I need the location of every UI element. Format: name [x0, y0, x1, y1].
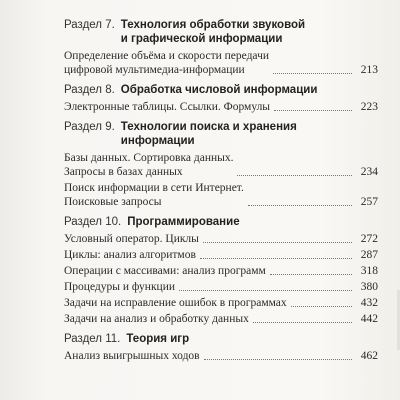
toc-entry-page: 442 [360, 313, 378, 325]
section-heading [64, 332, 378, 346]
toc-entry-text: Циклы: анализ алгоритмов [64, 249, 196, 261]
toc-entry [64, 248, 378, 262]
toc-entry [64, 49, 378, 77]
section-title: Технология обработки звуковой и графической информации [120, 19, 306, 45]
dot-leader [200, 258, 352, 259]
dot-leader [204, 359, 352, 360]
dot-leader [291, 306, 352, 307]
section-heading [64, 18, 378, 46]
toc-entry-page: 318 [360, 265, 378, 277]
section-label: Раздел 11. [64, 333, 121, 345]
toc-entry-page: 234 [360, 166, 378, 178]
section-title: Теория игр [126, 333, 190, 345]
dot-leader [203, 242, 352, 243]
dot-leader [237, 175, 352, 176]
toc-entry-text: Операции с массивами: анализ программ [64, 265, 266, 277]
toc-entry-text: Условный оператор. Циклы [64, 233, 199, 245]
toc-entry-page: 462 [360, 350, 378, 362]
section-heading [64, 215, 378, 229]
toc-entry-text: Задачи на исправление ошибок в программах [64, 297, 287, 309]
toc-entry-page: 213 [360, 64, 378, 76]
dot-leader [253, 322, 352, 323]
dot-leader [274, 110, 352, 111]
section-10 [64, 215, 378, 326]
section-8 [64, 83, 378, 114]
section-label: Раздел 9. [64, 121, 115, 133]
section-11 [64, 332, 378, 363]
section-title: Технологии поиска и хранения информации [120, 121, 297, 147]
dot-leader [248, 205, 352, 206]
toc-entry-text: Поиск информации в сети Интернет. Поисковые запросы [64, 182, 244, 208]
toc-entry-page: 380 [360, 281, 378, 293]
toc-entry [64, 312, 378, 326]
section-7 [64, 18, 378, 77]
dot-leader [179, 290, 352, 291]
toc-entry-text: Задачи на анализ и обработку данных [64, 313, 249, 325]
section-title: Обработка числовой информации [120, 84, 318, 96]
toc-entry-text: Электронные таблицы. Ссылки. Формулы [64, 101, 271, 113]
toc-entry [64, 280, 378, 294]
toc-entry [64, 264, 378, 278]
dot-leader [273, 73, 352, 74]
toc-entry-page: 432 [360, 297, 378, 309]
toc-entry [64, 100, 378, 114]
toc-entry-page: 272 [360, 233, 378, 245]
toc-entry-text: Анализ выигрышных ходов [64, 350, 200, 362]
toc-entry-page: 257 [360, 196, 378, 208]
toc-entry-text: Определение объёма и скорости передачи цифровой мультимедиа-информации [64, 50, 270, 76]
toc-entry-text: Процедуры и функции [64, 281, 176, 293]
dot-leader [270, 274, 352, 275]
section-label: Раздел 7. [64, 19, 115, 31]
toc-entry [64, 151, 378, 179]
section-label: Раздел 10. [64, 216, 122, 228]
section-title: Программирование [127, 216, 240, 228]
toc-entry-page: 223 [360, 101, 378, 113]
toc-entry [64, 232, 378, 246]
toc-entry [64, 349, 378, 363]
section-label: Раздел 8. [64, 84, 115, 96]
section-heading [64, 120, 378, 148]
toc-entry [64, 181, 378, 209]
toc-entry [64, 296, 378, 310]
section-heading [64, 83, 378, 97]
toc-entry-page: 287 [360, 249, 378, 261]
toc-entry-text: Базы данных. Сортировка данных. Запросы в базах данных [64, 152, 234, 178]
section-9 [64, 120, 378, 209]
